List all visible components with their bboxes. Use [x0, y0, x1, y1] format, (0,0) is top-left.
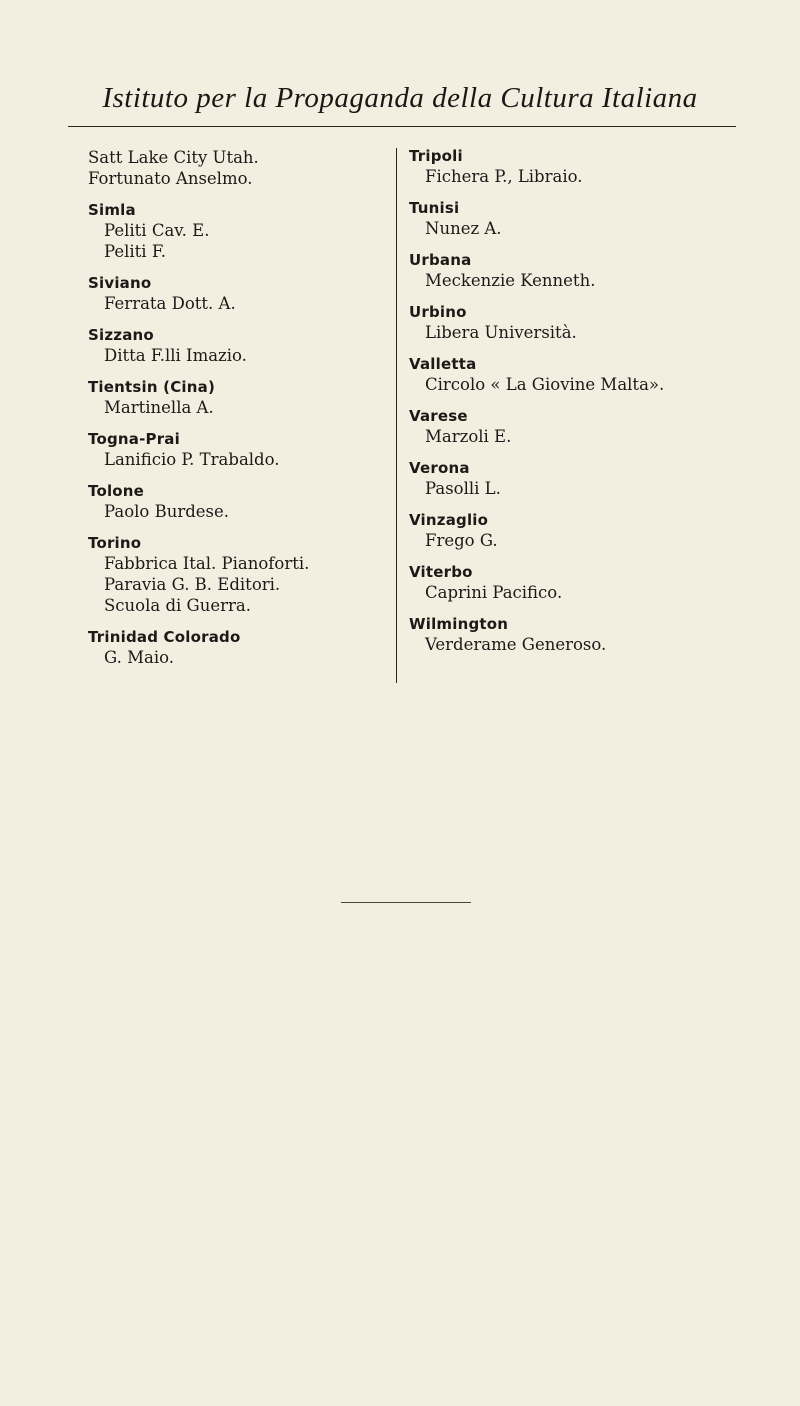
right-column — [409, 147, 799, 667]
header-rule — [68, 126, 736, 127]
entry-line: Meckenzie Kenneth. — [425, 271, 596, 290]
entry-line: G. Maio. — [104, 648, 174, 667]
entry-tientsin — [88, 378, 386, 418]
entry-line: Libera Università. — [425, 323, 577, 342]
page-header-title: Istituto per la Propaganda della Cultura Italiana — [102, 82, 698, 114]
city-name: Sizzano — [88, 326, 154, 344]
entry-line: Marzoli E. — [425, 427, 512, 446]
city-name: Togna-Prai — [88, 430, 180, 448]
entry-line: Lanificio P. Trabaldo. — [104, 450, 280, 469]
entry-varese — [409, 407, 799, 447]
entry-line: Fabbrica Ital. Pianoforti. — [104, 554, 310, 573]
city-name: Urbino — [409, 303, 467, 321]
entry-line: Paravia G. B. Editori. — [104, 575, 281, 594]
entry-tunisi — [409, 199, 799, 239]
city-name: Verona — [409, 459, 470, 477]
city-name: Tunisi — [409, 199, 460, 217]
city-name: Varese — [409, 407, 468, 425]
entry-line: Frego G. — [425, 531, 498, 550]
city-name: Vinzaglio — [409, 511, 489, 529]
city-name: Torino — [88, 534, 142, 552]
entry-tripoli — [409, 147, 799, 187]
entry-togna-prai — [88, 430, 386, 470]
entry-line: Satt Lake City Utah. — [88, 148, 259, 167]
city-name: Wilmington — [409, 615, 509, 633]
entry-sizzano — [88, 326, 386, 366]
entry-line: Paolo Burdese. — [104, 502, 230, 521]
entry-vinzaglio — [409, 511, 799, 551]
entry-wilmington — [409, 615, 799, 655]
entry-viterbo — [409, 563, 799, 603]
entry-urbino — [409, 303, 799, 343]
entry-valletta — [409, 355, 799, 395]
city-name: Valletta — [409, 355, 477, 373]
bottom-rule — [341, 902, 471, 903]
entry-simla — [88, 201, 386, 262]
entry-verona — [409, 459, 799, 499]
city-name: Viterbo — [409, 563, 473, 581]
entry-line: Scuola di Guerra. — [104, 596, 251, 615]
entry-line: Nunez A. — [425, 219, 502, 238]
city-name: Urbana — [409, 251, 472, 269]
left-column — [88, 147, 386, 680]
city-name: Trinidad Colorado — [88, 628, 241, 646]
entry-torino — [88, 534, 386, 616]
entry-line: Verderame Generoso. — [425, 635, 607, 654]
entry-line: Ditta F.lli Imazio. — [104, 346, 247, 365]
entry-line: Fortunato Anselmo. — [88, 169, 253, 188]
entry-line: Martinella A. — [104, 398, 214, 417]
entry-line: Ferrata Dott. A. — [104, 294, 236, 313]
entry-trinidad-colorado — [88, 628, 386, 668]
entry-salt-lake-city — [88, 147, 386, 189]
city-name: Tripoli — [409, 147, 463, 165]
entry-line: Fichera P., Libraio. — [425, 167, 583, 186]
city-name: Tientsin (Cina) — [88, 378, 216, 396]
city-name: Tolone — [88, 482, 145, 500]
entry-line: Peliti Cav. E. — [104, 221, 210, 240]
entry-line: Pasolli L. — [425, 479, 501, 498]
entry-urbana — [409, 251, 799, 291]
entry-line: Circolo « La Giovine Malta». — [425, 375, 665, 394]
city-name: Siviano — [88, 274, 152, 292]
city-name: Simla — [88, 201, 136, 219]
entry-tolone — [88, 482, 386, 522]
entry-line: Caprini Pacifico. — [425, 583, 563, 602]
column-divider — [396, 148, 397, 683]
entry-line: Peliti F. — [104, 242, 166, 261]
entry-siviano — [88, 274, 386, 314]
